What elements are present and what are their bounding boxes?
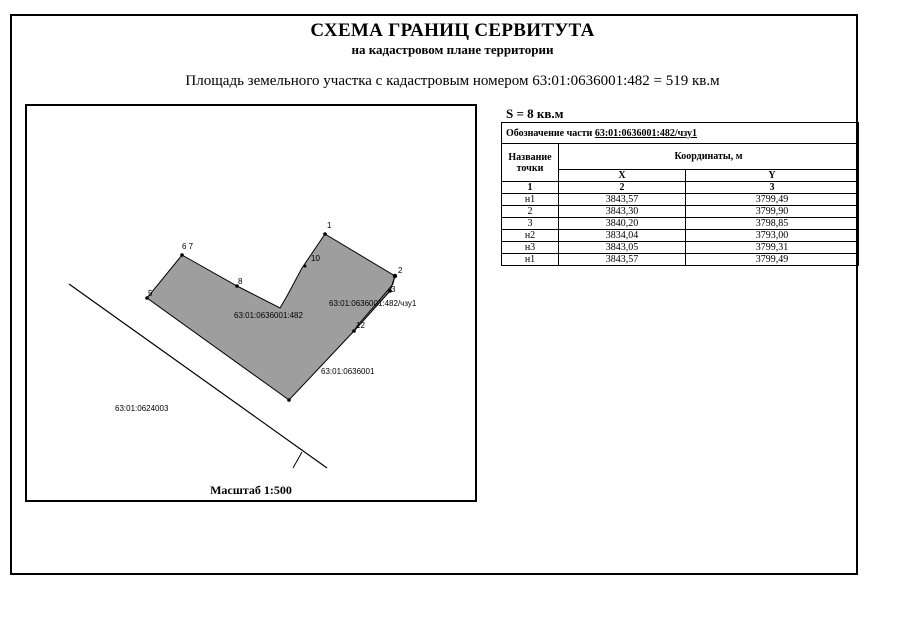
map-scale: Масштаб 1:500 bbox=[210, 483, 292, 497]
point-name-cell: 2 bbox=[502, 206, 559, 218]
y-header: Y bbox=[686, 170, 859, 182]
vertex-marker bbox=[287, 398, 291, 402]
point-label-2: 2 bbox=[398, 266, 403, 275]
y-cell: 3793,00 bbox=[686, 230, 859, 242]
table-row bbox=[502, 194, 859, 206]
point-name-cell: н2 bbox=[502, 230, 559, 242]
x-cell: 3843,57 bbox=[559, 254, 686, 266]
y-cell: 3799,90 bbox=[686, 206, 859, 218]
y-cell: 3799,49 bbox=[686, 254, 859, 266]
x-cell: 3843,05 bbox=[559, 242, 686, 254]
vertex-marker bbox=[393, 274, 397, 278]
document-title: СХЕМА ГРАНИЦ СЕРВИТУТА bbox=[310, 20, 595, 41]
parcel-area-line: Площадь земельного участка с кадастровым номером 63:01:0636001:482 = 519 кв.м bbox=[185, 73, 720, 89]
point-label-3: 3 bbox=[391, 285, 396, 294]
point-name-cell: н3 bbox=[502, 242, 559, 254]
point-label-1: 1 bbox=[327, 221, 332, 230]
cadastral-map bbox=[25, 104, 477, 502]
map-drawing bbox=[27, 106, 477, 502]
table-row bbox=[502, 242, 859, 254]
table-row bbox=[502, 230, 859, 242]
x-cell: 3843,30 bbox=[559, 206, 686, 218]
x-cell: 3840,20 bbox=[559, 218, 686, 230]
coordinates-header: Координаты, м bbox=[559, 144, 859, 170]
column-number: 3 bbox=[686, 182, 859, 194]
vertex-marker bbox=[323, 232, 327, 236]
document-subtitle: на кадастровом плане территории bbox=[351, 42, 554, 57]
designation-value: 63:01:0636001:482/чзу1 bbox=[594, 127, 698, 139]
point-label-10: 10 bbox=[311, 254, 320, 263]
coordinates-table bbox=[501, 122, 859, 266]
designation-label: Обозначение части bbox=[506, 127, 593, 139]
road-tick-line bbox=[293, 452, 302, 468]
table-row bbox=[502, 254, 859, 266]
point-name-cell: н1 bbox=[502, 254, 559, 266]
column-number: 2 bbox=[559, 182, 686, 194]
point-name-header: Название точки bbox=[502, 144, 559, 182]
point-label-6-7: 6 7 bbox=[182, 242, 194, 251]
y-cell: 3799,49 bbox=[686, 194, 859, 206]
designation-cell bbox=[502, 123, 859, 144]
point-label-8: 8 bbox=[238, 277, 243, 286]
y-cell: 3798,85 bbox=[686, 218, 859, 230]
servitude-number-label: 63:01:0636001:482/чзу1 bbox=[329, 299, 417, 308]
table-row bbox=[502, 218, 859, 230]
vertex-marker bbox=[304, 265, 307, 268]
x-header: X bbox=[559, 170, 686, 182]
x-cell: 3834,04 bbox=[559, 230, 686, 242]
vertex-marker bbox=[180, 253, 184, 257]
point-name-cell: н1 bbox=[502, 194, 559, 206]
x-cell: 3843,57 bbox=[559, 194, 686, 206]
point-name-cell: 3 bbox=[502, 218, 559, 230]
point-label-12: 12 bbox=[356, 321, 365, 330]
quarter-label-0624003: 63:01:0624003 bbox=[115, 404, 169, 413]
point-label-5: 5 bbox=[148, 289, 153, 298]
y-cell: 3799,31 bbox=[686, 242, 859, 254]
parcel-number-label: 63:01:0636001:482 bbox=[234, 311, 303, 320]
table-row bbox=[502, 206, 859, 218]
servitude-area: S = 8 кв.м bbox=[506, 106, 564, 121]
column-number: 1 bbox=[502, 182, 559, 194]
quarter-label-0636001: 63:01:0636001 bbox=[321, 367, 375, 376]
